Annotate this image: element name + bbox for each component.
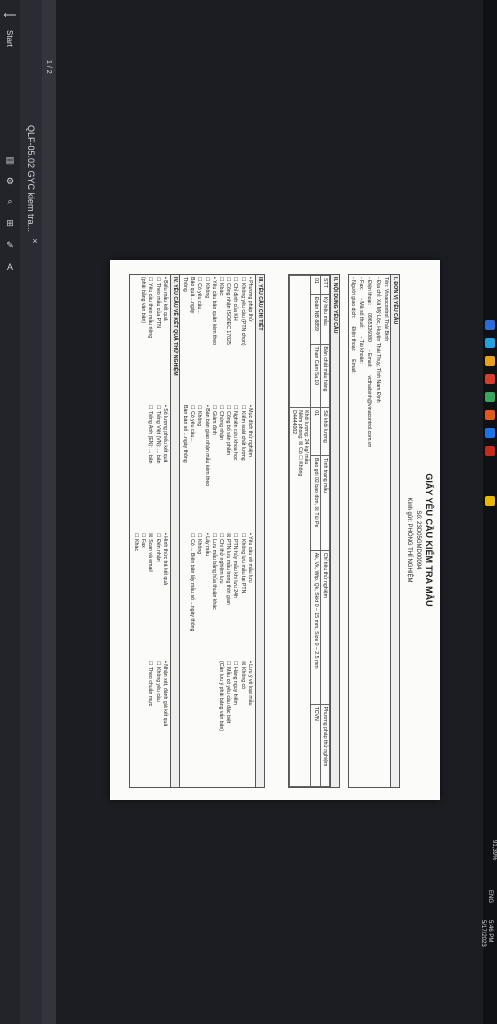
detail-line: ☐ Kiểm soát chất lượng <box>239 405 246 461</box>
table-header: STT <box>320 276 329 295</box>
section-heading: IV. YÊU CẦU VỀ KẾT QUẢ THỬ NGHIỆM <box>170 275 179 787</box>
table-cell: Than Cám 5a.10 <box>311 344 320 408</box>
detail-line: ☐ Có yêu cầu... <box>189 405 196 442</box>
table-header: Chỉ tiêu thử nghiệm <box>320 550 329 704</box>
section-result-requirements <box>129 274 180 788</box>
detail-line: ☐ Công bố sản phẩm <box>225 405 232 455</box>
detail-line: ☐ Không <box>203 277 210 299</box>
detail-line: ☐ Chi thử nghiệm lưu <box>217 533 224 584</box>
table-cell: Ak, Vk, Wtp, Qk, Skkt 0 – 15 mm, Size 0 – 2.5 mm <box>311 550 320 704</box>
detail-line: • Mục đích thử nghiệm <box>246 405 253 457</box>
detail-line: ☐ Có ... Biên bản lấy mẫu số ...ngày thông <box>189 533 196 632</box>
clock-date: 5/17/2023 <box>480 920 486 947</box>
table-row <box>311 276 320 787</box>
zoom-level: 91,39% <box>491 840 497 861</box>
table-cell: 01 <box>311 276 320 295</box>
taskbar-app-icon[interactable] <box>485 338 495 348</box>
table-header: Ký hiệu mẫu <box>320 294 329 344</box>
sample-code: D4444002 <box>290 410 297 435</box>
detail-line: • Yêu cầu bảo quản kèm theo <box>210 277 217 346</box>
taskbar-app-icon[interactable] <box>485 446 495 456</box>
taskbar-app-icon[interactable] <box>485 496 495 506</box>
weight-note: Khối lượng: 24 kg/ mẫu <box>303 410 310 465</box>
result-line: • Số lượng phiếu kết quả <box>161 405 168 463</box>
detail-line: ☐ PTN hủy mẫu khi lưu 24h <box>232 533 239 598</box>
tax-label: - Mã số thuế: <box>358 298 365 329</box>
table-header: Phương pháp thử nghiệm <box>320 704 329 786</box>
result-line: • Nhận xét, đánh giá kết quả <box>161 661 168 727</box>
detail-line: ☐ Chỉ định của KH <box>232 277 239 321</box>
detail-line: ☐ Lưu mẫu bằng hủa thuận khác <box>210 533 217 610</box>
detail-line: ☐ Hàng nguy hiểm <box>232 661 239 705</box>
section-heading: II. NỘI DUNG YÊU CẦU <box>330 275 339 787</box>
detail-line: ☐ Giám định <box>210 405 217 435</box>
detail-line: • Bàn bàn giao nhận mẫu kèm theo <box>203 405 210 487</box>
result-line: ☐ Khác <box>132 533 139 551</box>
fax-label: - Fax: <box>358 277 365 291</box>
detail-col-method <box>179 275 255 403</box>
result-line: ☐ Tiếng Anh (EN): ... bản <box>147 405 154 464</box>
detail-line: ☐ Không yêu cầu (PTN chọn) <box>239 277 246 346</box>
settings-icon[interactable]: ⚙ <box>5 175 15 186</box>
detail-line: ☒ PTN lưu mẫu trong thời gian <box>225 533 232 605</box>
table-header: Tình trạng mẫu <box>320 456 329 551</box>
result-line: ☐ Theo chuẩn mực <box>147 661 154 707</box>
company-address: - Địa chỉ: Xã Mỹ Lộc, Huyện Thái Thụy, Tỉnh Nam Định <box>374 277 381 403</box>
phone-value: 0965326080 <box>366 312 373 342</box>
contact-label: - Người giao dịch: <box>349 277 356 319</box>
detail-line: Thông <box>181 277 188 292</box>
draw-icon[interactable]: A <box>6 262 13 272</box>
clock-time: 5:46 PM <box>487 920 493 943</box>
result-line: ☐ Theo mẫu của PTN <box>154 277 161 328</box>
detail-line: ☐ Mẫu có yêu cầu đặc biệt <box>225 661 232 724</box>
items-table <box>289 275 330 787</box>
detail-line: ☐ Nghiên cứu khoa học <box>232 405 239 461</box>
detail-col-sample-storage <box>179 531 255 659</box>
taskbar-app-icon[interactable] <box>485 410 495 420</box>
taskbar-app-icon[interactable] <box>485 428 495 438</box>
doc-recipient: Kính gửi: PHÒNG THÍ NGHIỆM <box>406 497 412 583</box>
contact-phone-label: Điện thoại: <box>349 326 356 352</box>
detail-line: ☐ Không lưu mẫu tại PTN <box>239 533 246 594</box>
document-content <box>110 260 440 800</box>
result-line: ☐ Yêu cầu theo mẫu riêng <box>147 277 154 339</box>
phone-label: - Điện thoại: <box>366 277 373 305</box>
pdf-toolbar <box>42 0 56 1024</box>
detail-line: ☐ Khác: <box>217 277 224 297</box>
result-col-evaluation <box>130 659 170 787</box>
detail-line: (Cần lưu ý phải bảng vấn bản) <box>217 661 224 732</box>
detail-line: ☒ Không có <box>239 661 246 690</box>
taskbar <box>483 0 497 1024</box>
detail-line: • Lấy mẫu <box>203 533 210 557</box>
account-label: - Tài khoản: <box>358 336 365 364</box>
result-col-form <box>130 275 170 403</box>
detail-line: • Phương pháp thử <box>246 277 253 322</box>
detail-line: ☐ Không <box>196 533 203 555</box>
result-line: (phải bằng văn bản) <box>140 277 147 324</box>
section-heading: I. ĐƠN VỊ YÊU CẦU <box>390 275 399 787</box>
highlight-icon[interactable]: ✎ <box>6 239 14 250</box>
taskbar-app-icon[interactable] <box>485 392 495 402</box>
table-cell <box>289 408 311 787</box>
detail-line: • Lưu ý về loại mẫu <box>246 661 253 706</box>
detail-line: ☐ Không <box>196 405 203 427</box>
result-line: ☐ Đến nhận <box>154 533 161 562</box>
detail-line: ☐ Có yêu cầu... <box>196 277 203 314</box>
result-line: ☐ Tiếng Việt (VN): ... bản <box>154 405 161 464</box>
seal-note: Niêm phong: ☒ Có ☐ Không <box>297 410 304 477</box>
detail-col-sample-type <box>179 659 255 787</box>
close-tab-icon[interactable]: × <box>32 236 38 246</box>
pdf-page <box>110 260 440 800</box>
result-line: ☒ Scan và email <box>147 533 154 572</box>
table-cell: 01 <box>311 408 320 456</box>
page-indicator: 1 / 2 <box>45 60 52 74</box>
detail-line: Bảo quả ...ngày <box>189 277 196 314</box>
table-cell: TCVN <box>311 704 320 786</box>
input-language[interactable]: ENG <box>487 890 493 904</box>
table-cell <box>289 276 311 408</box>
result-line: ☐ Fax <box>140 533 147 548</box>
result-col-delivery <box>130 531 170 659</box>
result-line: • Biểu mẫu kết quả <box>161 277 168 321</box>
table-cell: Đoản NB 8859 <box>311 294 320 344</box>
detail-line: ☐ Công nhận ISO/IEC 17025 <box>225 277 232 345</box>
start-label[interactable]: Start <box>5 30 14 47</box>
table-cell: Bao gói 02 bao đơn, ☒ Túi Pe <box>311 456 320 551</box>
detail-line: ☐ Chứng nhận <box>217 405 224 440</box>
result-line: • Hình thức trả kết quả <box>161 533 168 586</box>
result-line: ☐ Không yêu cầu <box>154 661 161 702</box>
company-name: Tên: Vinaocontrol Thái Bình <box>382 277 389 342</box>
detail-col-purpose <box>179 403 255 531</box>
result-col-count <box>130 403 170 531</box>
browser-tab-title[interactable]: QLF-05.02 GYC kiem tra... <box>26 125 36 233</box>
bookmark-icon[interactable]: ⊞ <box>6 217 14 228</box>
taskbar-app-icon[interactable] <box>485 320 495 330</box>
section-request-content <box>288 274 340 788</box>
back-icon[interactable]: ⟵ <box>3 9 17 20</box>
taskbar-app-icon[interactable] <box>485 356 495 366</box>
table-header-row <box>320 276 329 787</box>
contact-email-label: Email: <box>349 359 356 374</box>
search-icon[interactable]: ⌕ <box>7 195 13 206</box>
section-requester <box>348 274 400 788</box>
detail-line: • Yêu cầu về mẫu lưu <box>246 533 253 583</box>
section-detail-requirements <box>178 274 265 788</box>
table-header: Bản chất mẫu hàng <box>320 344 329 408</box>
table-row <box>289 276 311 787</box>
email-value: vcthaibinh@vinacontrol.com.vn <box>366 375 373 448</box>
section-heading: III. YÊU CẦU CHI TIẾT <box>255 275 264 787</box>
doc-number: Số: 23D05GMD00094 <box>415 510 421 570</box>
table-header: Số khối lượng <box>320 408 329 456</box>
email-label: - Email: <box>366 349 373 368</box>
taskbar-app-icon[interactable] <box>485 374 495 384</box>
sidebar-icon[interactable]: ▤ <box>5 154 15 165</box>
doc-title: GIẤY YÊU CẦU KIỂM TRA MẪU <box>424 473 434 607</box>
detail-line: Bàn bàn số ...ngày thông <box>181 405 188 463</box>
